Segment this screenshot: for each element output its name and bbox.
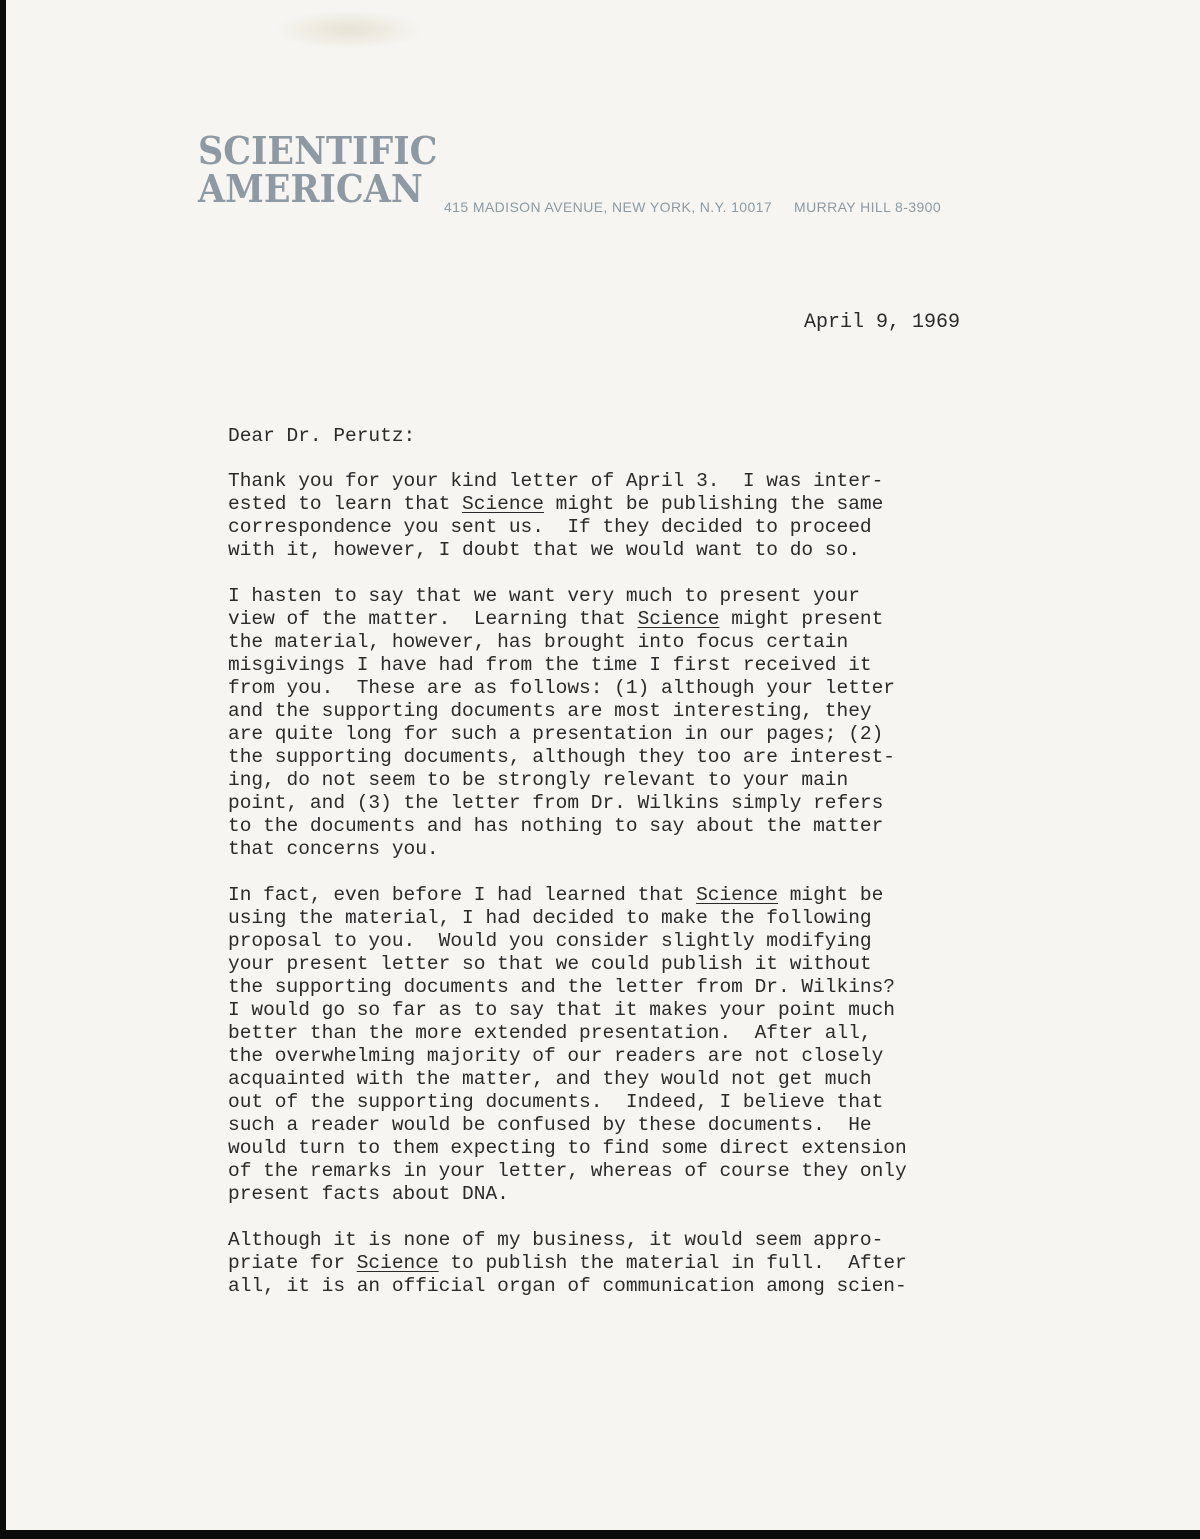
text-line <box>228 1252 1048 1275</box>
text-line <box>228 585 1048 608</box>
text-segment: priate for <box>228 1252 357 1274</box>
salutation: Dear Dr. Perutz: <box>228 425 416 447</box>
text-segment: might be publishing the same <box>543 493 884 515</box>
text-line <box>228 654 1048 677</box>
text-segment: with it, however, I doubt that we would want to do so. <box>228 539 860 561</box>
letter-page <box>6 0 1200 1530</box>
text-line <box>228 631 1048 654</box>
text-segment: Although it is none of my business, it would seem appro- <box>228 1229 884 1251</box>
text-segment: acquainted with the matter, and they would not get much <box>228 1068 872 1090</box>
underlined-publication-name: Science <box>637 608 720 630</box>
text-line <box>228 1068 1048 1091</box>
text-segment: I would go so far as to say that it makes your point much <box>228 999 896 1021</box>
text-segment: the supporting documents and the letter from Dr. Wilkins? <box>228 976 896 998</box>
letter-body <box>228 425 1048 1321</box>
paragraph <box>228 884 1048 1206</box>
text-segment: present facts about DNA. <box>228 1183 509 1205</box>
logo-line-1: SCIENTIFIC <box>198 128 438 173</box>
text-line <box>228 746 1048 769</box>
text-line <box>228 884 1048 907</box>
phone-exchange: MURRAY HILL 8-3900 <box>794 199 942 215</box>
text-segment: your present letter so that we could publish it without <box>228 953 872 975</box>
letter-paragraphs <box>228 470 1048 1298</box>
text-line <box>228 700 1048 723</box>
text-line <box>228 792 1048 815</box>
text-segment: the supporting documents, although they too are interest- <box>228 746 896 768</box>
text-line <box>228 838 1048 861</box>
text-segment: better than the more extended presentation. After all, <box>228 1022 872 1044</box>
letter-date: April 9, 1969 <box>804 311 961 334</box>
text-line <box>228 1114 1048 1137</box>
text-segment: In fact, even before I had learned that <box>228 884 697 906</box>
text-line <box>228 1160 1048 1183</box>
text-segment: might present <box>719 608 884 630</box>
text-line <box>228 539 1048 562</box>
text-line <box>228 815 1048 838</box>
text-line <box>228 953 1048 976</box>
text-segment: and the supporting documents are most interesting, they <box>228 700 872 722</box>
text-segment: ing, do not seem to be strongly relevant to your main <box>228 769 849 791</box>
text-segment: of the remarks in your letter, whereas of course they only <box>228 1160 907 1182</box>
logo-line-2: AMERICAN <box>198 166 423 211</box>
underlined-publication-name: Science <box>462 493 544 515</box>
text-segment: would turn to them expecting to find some direct extension <box>228 1137 907 1159</box>
underlined-publication-name: Science <box>696 884 778 906</box>
text-line <box>228 1091 1048 1114</box>
text-segment: that concerns you. <box>228 838 439 860</box>
paragraph <box>228 470 1048 562</box>
text-line <box>228 1183 1048 1206</box>
text-line <box>228 723 1048 746</box>
text-segment: Thank you for your kind letter of April 3. I was inter- <box>228 470 884 492</box>
text-segment: using the material, I had decided to make the following <box>228 907 872 929</box>
text-line <box>228 1045 1048 1068</box>
paper-stain <box>274 10 424 50</box>
text-line <box>228 516 1048 539</box>
paragraph <box>228 585 1048 861</box>
text-segment: all, it is an official organ of communication among scien- <box>228 1275 907 1297</box>
text-segment: out of the supporting documents. Indeed, I believe that <box>228 1091 884 1113</box>
text-line <box>228 677 1048 700</box>
text-segment: point, and (3) the letter from Dr. Wilkins simply refers <box>228 792 884 814</box>
text-segment: might be <box>778 884 884 906</box>
text-line <box>228 493 1048 516</box>
letterhead-address-block <box>444 199 963 215</box>
scientific-american-logo <box>198 128 438 211</box>
text-segment: to publish the material in full. After <box>438 1252 907 1274</box>
underlined-publication-name: Science <box>356 1252 439 1274</box>
text-line <box>228 1229 1048 1252</box>
paragraph <box>228 1229 1048 1298</box>
text-line <box>228 1137 1048 1160</box>
text-line <box>228 608 1048 631</box>
text-segment: ested to learn that <box>228 493 463 515</box>
street-address: 415 MADISON AVENUE, NEW YORK, N.Y. 10017 <box>444 199 773 215</box>
text-line <box>228 1275 1048 1298</box>
text-segment: such a reader would be confused by these documents. He <box>228 1114 872 1136</box>
text-line <box>228 1022 1048 1045</box>
text-segment: the material, however, has brought into focus certain <box>228 631 849 653</box>
text-segment: I hasten to say that we want very much to present your <box>228 585 860 607</box>
text-segment: correspondence you sent us. If they decided to proceed <box>228 516 872 538</box>
text-line <box>228 976 1048 999</box>
text-line <box>228 470 1048 493</box>
text-line <box>228 907 1048 930</box>
text-segment: proposal to you. Would you consider slightly modifying <box>228 930 872 952</box>
text-line <box>228 999 1048 1022</box>
text-segment: are quite long for such a presentation in our pages; (2) <box>228 723 884 745</box>
text-line <box>228 930 1048 953</box>
text-segment: misgivings I have had from the time I first received it <box>228 654 872 676</box>
text-segment: the overwhelming majority of our readers are not closely <box>228 1045 884 1067</box>
text-segment: to the documents and has nothing to say about the matter <box>228 815 884 837</box>
text-segment: view of the matter. Learning that <box>228 608 638 630</box>
text-line <box>228 769 1048 792</box>
text-segment: from you. These are as follows: (1) although your letter <box>228 677 896 699</box>
